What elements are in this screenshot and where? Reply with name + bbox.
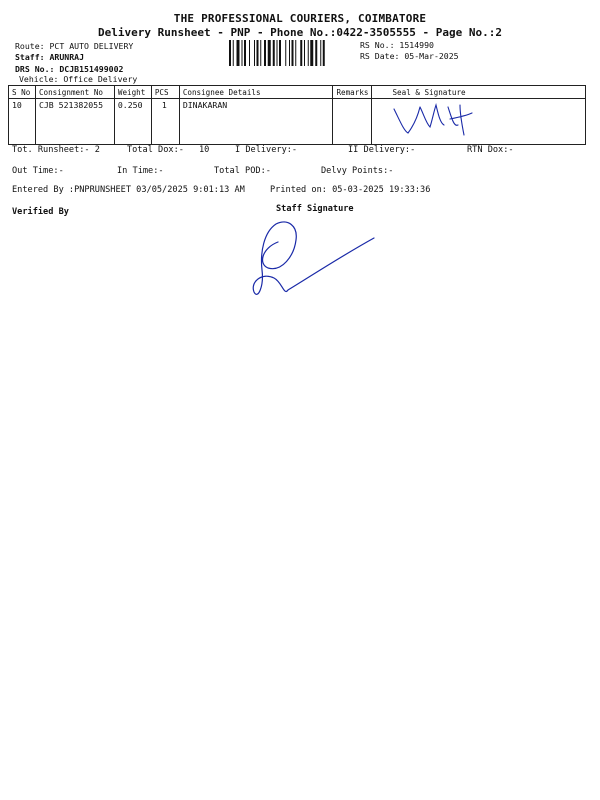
i-delivery: I Delivery:- <box>235 145 298 155</box>
col-header-pcs: PCS <box>151 86 179 99</box>
verified-by: Verified By <box>12 207 69 217</box>
runsheet-table <box>8 85 586 145</box>
cell-seal-signature <box>372 99 586 145</box>
col-header-consignee: Consignee Details <box>179 86 333 99</box>
table-header-row <box>9 86 586 99</box>
printed-on: Printed on: 05-03-2025 19:33:36 <box>270 185 431 195</box>
tot-runsheet: Tot. Runsheet:- 2 <box>12 145 100 155</box>
col-header-seal: Seal & Signature <box>372 86 586 99</box>
col-header-remarks: Remarks <box>333 86 372 99</box>
entered-by: Entered By :PNPRUNSHEET 03/05/2025 9:01:13 AM <box>12 185 245 195</box>
cell-remarks <box>333 99 372 145</box>
cell-consignee: DINAKARAN <box>179 99 333 145</box>
receiver-signature-image <box>390 101 474 141</box>
vehicle-label: Vehicle: Office Delivery <box>19 74 138 84</box>
runsheet-subtitle: Delivery Runsheet - PNP - Phone No.:0422-3505555 - Page No.:2 <box>98 26 502 39</box>
company-title: THE PROFESSIONAL COURIERS, COIMBATORE <box>173 12 427 25</box>
rs-date: RS Date: 05-Mar-2025 <box>360 51 459 61</box>
col-header-sno: S No <box>9 86 36 99</box>
total-pod: Total POD:- <box>214 166 271 176</box>
table-row <box>9 99 586 145</box>
total-dox-value: 10 <box>199 145 210 155</box>
staff-signature-label: Staff Signature <box>276 204 354 214</box>
total-dox-label: Total Dox:- <box>127 145 184 155</box>
col-header-weight: Weight <box>114 86 151 99</box>
route-label: Route: PCT AUTO DELIVERY <box>15 41 134 51</box>
cell-weight: 0.250 <box>114 99 151 145</box>
staff-label: Staff: ARUNRAJ <box>15 52 85 62</box>
in-time: In Time:- <box>117 166 164 176</box>
cell-sno: 10 <box>9 99 36 145</box>
staff-signature-image <box>248 212 378 302</box>
delvy-points: Delvy Points:- <box>321 166 394 176</box>
rtn-dox: RTN Dox:- <box>467 145 514 155</box>
drs-number: DRS No.: DCJB151499002 <box>15 64 124 74</box>
cell-consignment: CJB 521382055 <box>35 99 114 145</box>
col-header-consignment: Consignment No <box>35 86 114 99</box>
rs-number: RS No.: 1514990 <box>360 40 434 50</box>
ii-delivery: II Delivery:- <box>348 145 416 155</box>
cell-pcs: 1 <box>151 99 179 145</box>
out-time: Out Time:- <box>12 166 64 176</box>
barcode-image <box>229 40 355 66</box>
